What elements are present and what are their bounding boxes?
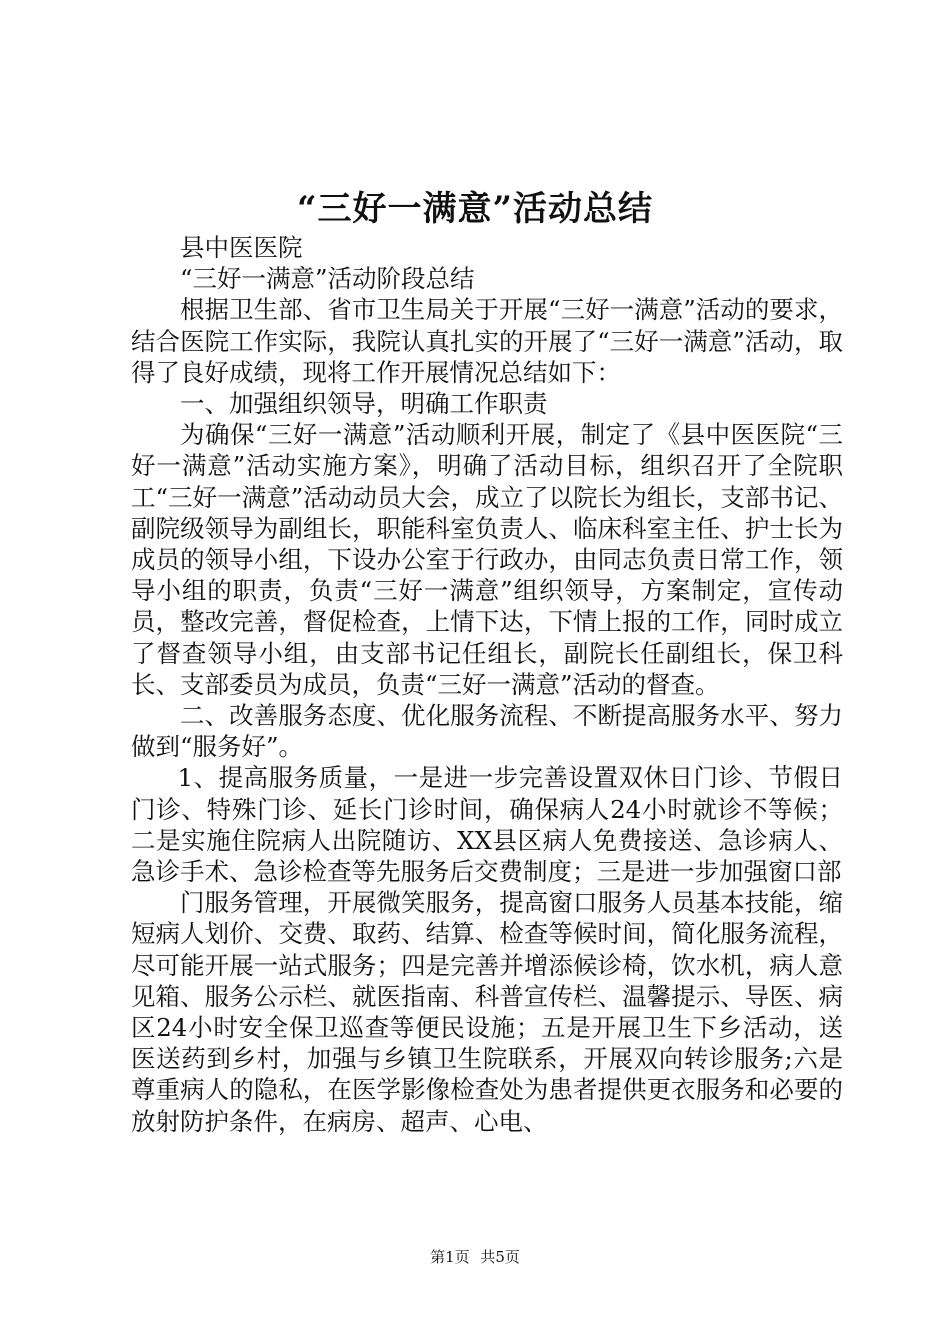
paragraph-service-quality: 1、提高服务质量，一是进一步完善设置双休日门诊、节假日门诊、特殊门诊、延长门诊时间，确保病人24小时就诊不等候；二是实施住院病人出院随访、XX县区病人免费接送、急诊病人、急诊手术、急诊检查等先服务后交费制度；三是进一步加强窗口部 — [131, 763, 843, 887]
paragraph-window-service: 门服务管理，开展微笑服务，提高窗口服务人员基本技能，缩短病人划价、交费、取药、结算、检查等候时间，简化服务流程，尽可能开展一站式服务；四是完善并增添候诊椅，饮水机，病人意见箱、服务公示栏、就医指南、科普宣传栏、温馨提示、导医、病区24小时安全保卫巡查等便民设施；五是开展卫生下乡活动，送医送药到乡村，加强与乡镇卫生院联系，开展双向转诊服务;六是尊重病人的隐私，在医学影像检查处为患者提供更衣服务和必要的放射防护条件，在病房、超声、心电、 — [131, 888, 843, 1136]
page-total: 共5页 — [480, 1248, 520, 1266]
section-heading-2: 二、改善服务态度、优化服务流程、不断提高服务水平、努力做到“服务好”。 — [131, 701, 843, 762]
page-footer — [0, 1246, 950, 1268]
paragraph-intro: 根据卫生部、省市卫生局关于开展“三好一满意”活动的要求，结合医院工作实际，我院认真扎实的开展了“三好一满意”活动，取得了良好成绩，现将工作开展情况总结如下： — [131, 295, 843, 387]
paragraph-hospital-name: 县中医医院 — [180, 233, 303, 262]
section-heading-1: 一、加强组织领导，明确工作职责 — [180, 389, 548, 419]
document-title: “三好一满意”活动总结 — [296, 189, 654, 229]
paragraph-subtitle: “三好一满意”活动阶段总结 — [180, 264, 475, 294]
document-body — [131, 232, 843, 1137]
paragraph-organization: 为确保“三好一满意”活动顺利开展，制定了《县中医医院“三好一满意”活动实施方案》，明确了活动目标，组织召开了全院职工“三好一满意”活动动员大会，成立了以院长为组长，支部书记、副院级领导为副组长，职能科室负责人、临床科室主任、护士长为成员的领导小组，下设办公室于行政办，由同志负责日常工作，领导小组的职责，负责“三好一满意”组织领导，方案制定，宣传动员，整改完善，督促检查，上情下达，下情上报的工作，同时成立了督查领导小组，由支部书记任组长，副院长任副组长，保卫科长、支部委员为成员，负责“三好一满意”活动的督查。 — [131, 420, 843, 699]
page-number: 第1页 — [430, 1248, 470, 1266]
